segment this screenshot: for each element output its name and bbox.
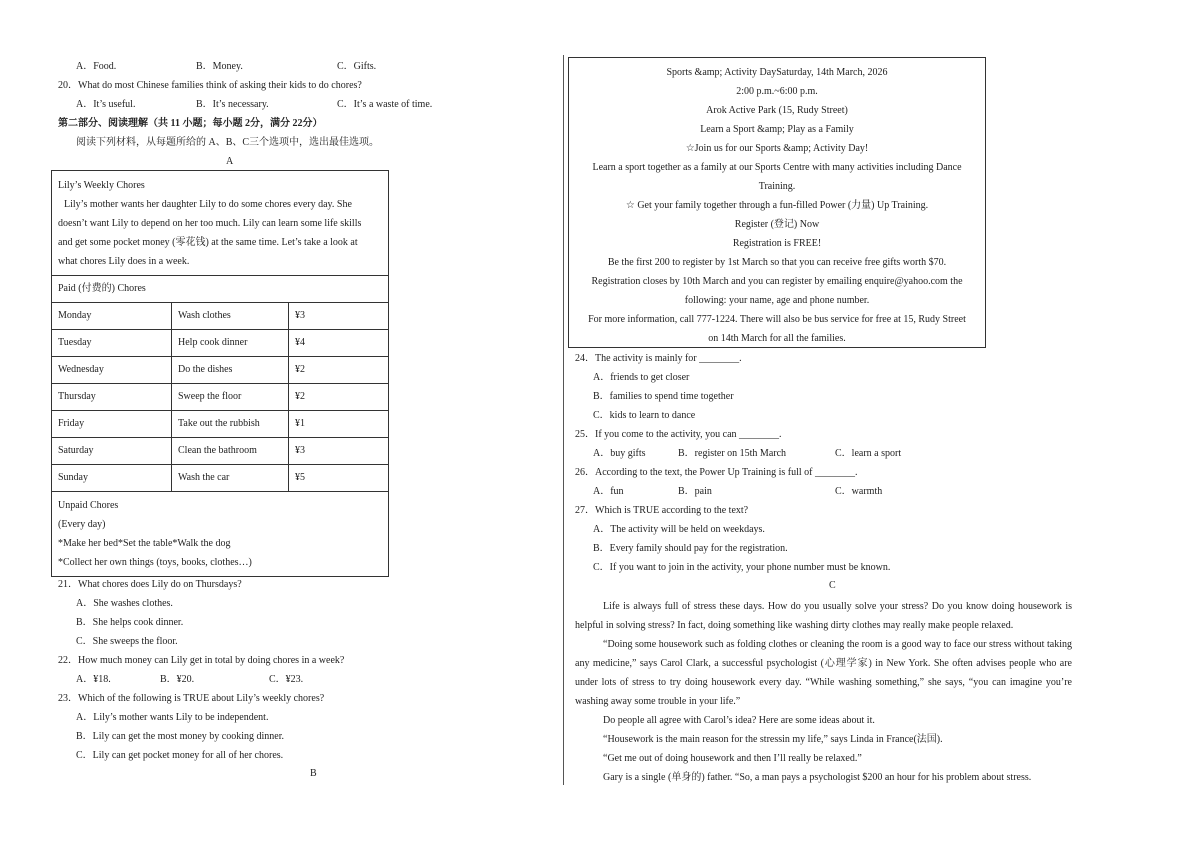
chore-cell: Wash the car — [172, 465, 289, 491]
q25-option-b: B．register on 15th March — [678, 448, 787, 459]
q21-option-a: A．She washes clothes. — [76, 598, 173, 609]
passage-c-paragraph: “Doing some housework such as folding clothes or cleaning the room is a good way to face our stress without taking any medicine,” says Carol Clark, a successful psychologist (心理学家) in New York. She often advises people who are under lots of stress to try doing housework every day. “While washing something,” she says, “you can imagine you’re washing away some trouble in your life.” — [575, 639, 1072, 707]
day-cell: Thursday — [52, 384, 172, 410]
unpaid-line: (Every day) — [58, 519, 106, 530]
poster-line: Arok Active Park (15, Rudy Street) — [706, 105, 848, 116]
table-row — [52, 438, 388, 465]
section-title: 第二部分、阅读理解（共 11 小题；每小题 2分，满分 22分） — [58, 118, 323, 129]
chores-intro-line: and get some pocket money (零花钱) at the same time. Let’s take a look at — [58, 237, 358, 248]
poster-line: 2:00 p.m.~6:00 p.m. — [736, 86, 818, 97]
q19-option-a: A．Food. — [76, 61, 117, 72]
chores-intro-line: Lily’s mother wants her daughter Lily to do some chores every day. She — [64, 199, 352, 210]
q26-option-b: B．pain — [678, 486, 712, 497]
q26-option-a: A．fun — [593, 486, 624, 497]
q20-option-c: C．It’s a waste of time. — [337, 99, 433, 110]
unpaid-line: *Make her bed*Set the table*Walk the dog — [58, 538, 231, 549]
money-cell: ¥1 — [295, 418, 305, 429]
passage-c-paragraph: Life is always full of stress these days. How do you usually solve your stress? Do you know doing housework is helpful in solving stress? In fact, doing something like washing dirty clothes may really make people relaxed. — [575, 601, 1072, 631]
q21-option-b: B．She helps cook dinner. — [76, 617, 184, 628]
chore-cell: Take out the rubbish — [172, 411, 289, 437]
passage-c-label: C — [829, 580, 836, 591]
poster-line: ☆Join us for our Sports &amp; Activity Day! — [685, 143, 869, 154]
passage-c-paragraph: Gary is a single (单身的) father. “So, a man pays a psychologist $200 an hour for his problem about stress. — [603, 772, 1032, 783]
poster-line: Learn a sport together as a family at our Sports Centre with many activities including Dance — [592, 162, 962, 173]
passage-c-paragraph: “Get me out of doing housework and then I’ll really be relaxed.” — [603, 753, 862, 764]
money-cell: ¥2 — [295, 364, 305, 375]
q24-option-b: B．families to spend time together — [593, 391, 734, 402]
day-cell: Monday — [52, 303, 172, 329]
poster-line: Training. — [758, 181, 796, 192]
poster-line: Registration closes by 10th March and you can register by emailing enquire@yahoo.com the — [591, 276, 963, 287]
q27-option-a: A．The activity will be held on weekdays. — [593, 524, 765, 535]
money-cell: ¥3 — [295, 310, 305, 321]
q27-question: 27．Which is TRUE according to the text? — [575, 505, 749, 516]
q22-option-b: B．¥20. — [160, 674, 195, 685]
money-cell: ¥4 — [295, 337, 305, 348]
passage-b-label: B — [310, 768, 317, 779]
money-cell: ¥2 — [295, 391, 305, 402]
q22-option-c: C．¥23. — [269, 674, 304, 685]
q20-question: 20．What do most Chinese families think of asking their kids to do chores? — [58, 80, 362, 91]
q26-option-c: C．warmth — [835, 486, 883, 497]
poster-line: ☆ Get your family together through a fun-filled Power (力量) Up Training. — [625, 200, 929, 211]
q25-option-c: C．learn a sport — [835, 448, 902, 459]
q20-option-a: A．It’s useful. — [76, 99, 136, 110]
q25-option-a: A．buy gifts — [593, 448, 646, 459]
section-instruction: 阅读下列材料，从每题所给的 A、B、C三个选项中，选出最佳选项。 — [76, 137, 380, 148]
day-cell: Saturday — [52, 438, 172, 464]
passage-a-label: A — [226, 156, 234, 167]
q26-question: 26．According to the text, the Power Up Training is full of ________. — [575, 467, 858, 478]
table-row — [52, 303, 388, 330]
table-row — [52, 384, 388, 411]
chore-cell: Wash clothes — [172, 303, 289, 329]
chores-intro-line: what chores Lily does in a week. — [58, 256, 190, 267]
chores-intro — [52, 171, 388, 276]
unpaid-chores — [52, 492, 388, 576]
poster-line: For more information, call 777-1224. There will also be bus service for free at 15, Rudy Street — [588, 314, 966, 325]
q19-option-c: C．Gifts. — [337, 61, 377, 72]
q22-question: 22．How much money can Lily get in total by doing chores in a week? — [58, 655, 345, 666]
chores-table — [51, 170, 389, 577]
chores-intro-line: doesn’t want Lily to depend on her too much. Lily can learn some life skills — [58, 218, 362, 229]
q23-option-a: A．Lily’s mother wants Lily to be independent. — [76, 712, 269, 723]
q19-option-b: B．Money. — [196, 61, 243, 72]
q24-question: 24．The activity is mainly for ________. — [575, 353, 742, 364]
poster-line: Learn a Sport &amp; Play as a Family — [700, 124, 854, 135]
chore-cell: Sweep the floor — [172, 384, 289, 410]
day-cell: Friday — [52, 411, 172, 437]
q25-question: 25．If you come to the activity, you can ________. — [575, 429, 782, 440]
table-row — [52, 411, 388, 438]
table-row — [52, 357, 388, 384]
q23-option-b: B．Lily can get the most money by cooking dinner. — [76, 731, 285, 742]
money-cell: ¥5 — [295, 472, 305, 483]
q27-option-b: B．Every family should pay for the registration. — [593, 543, 788, 554]
q21-question: 21．What chores does Lily do on Thursdays? — [58, 579, 242, 590]
day-cell: Sunday — [52, 465, 172, 491]
paid-chores-heading: Paid (付费的) Chores — [52, 276, 388, 303]
day-cell: Wednesday — [52, 357, 172, 383]
q27-option-c: C．If you want to join in the activity, your phone number must be known. — [593, 562, 891, 573]
q23-question: 23．Which of the following is TRUE about Lily’s weekly chores? — [58, 693, 325, 704]
q24-option-c: C．kids to learn to dance — [593, 410, 696, 421]
money-cell: ¥3 — [295, 445, 305, 456]
poster-line: Registration is FREE! — [732, 238, 822, 249]
passage-c-paragraph: “Housework is the main reason for the stressin my life,” says Linda in France(法国). — [603, 734, 943, 745]
table-row — [52, 465, 388, 492]
chore-cell: Help cook dinner — [172, 330, 289, 356]
poster-line: Be the first 200 to register by 1st March so that you can receive free gifts worth $70. — [607, 257, 947, 268]
table-row — [52, 330, 388, 357]
poster-line: Register (登记) Now — [734, 219, 820, 230]
unpaid-line: Unpaid Chores — [58, 500, 119, 511]
passage-c-paragraph: Do people all agree with Carol’s idea? Here are some ideas about it. — [603, 715, 875, 726]
unpaid-line: *Collect her own things (toys, books, clothes…) — [58, 557, 252, 568]
q20-option-b: B．It’s necessary. — [196, 99, 269, 110]
q21-option-c: C．She sweeps the floor. — [76, 636, 178, 647]
chore-cell: Do the dishes — [172, 357, 289, 383]
q23-option-c: C．Lily can get pocket money for all of her chores. — [76, 750, 284, 761]
poster-line: Sports &amp; Activity DaySaturday, 14th March, 2026 — [666, 67, 888, 78]
day-cell: Tuesday — [52, 330, 172, 356]
activity-poster — [568, 57, 986, 348]
q24-option-a: A．friends to get closer — [593, 372, 690, 383]
q22-option-a: A．¥18. — [76, 674, 111, 685]
chores-title: Lily’s Weekly Chores — [58, 180, 145, 191]
poster-line: on 14th March for all the families. — [708, 333, 846, 344]
column-divider — [563, 55, 564, 785]
poster-line: following: your name, age and phone number. — [684, 295, 870, 306]
chore-cell: Clean the bathroom — [172, 438, 289, 464]
